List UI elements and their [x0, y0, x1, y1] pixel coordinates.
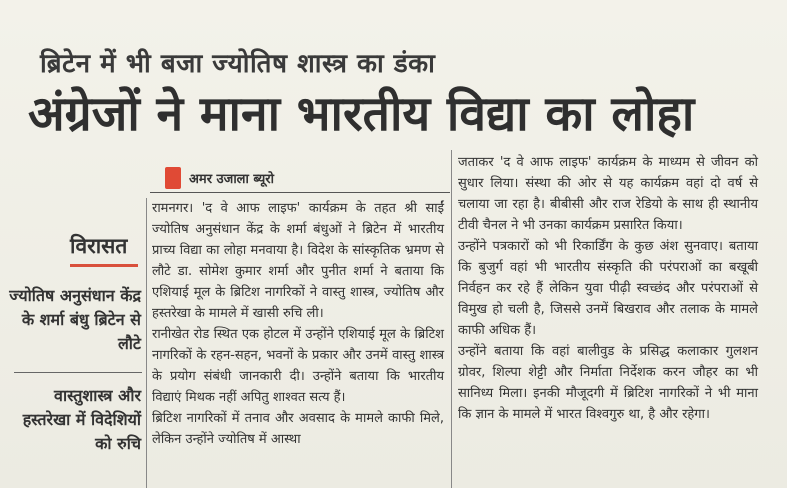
section-tag: विरासत	[70, 234, 128, 258]
column-divider-left	[146, 198, 147, 488]
paragraph: उन्होंने पत्रकारों को भी रिकार्डिंग के कुछ अंश सुनवाए। बताया कि बुजुर्ग वहां भी भारतीय संस्कृति की परंपराओं का बखूबी निर्वहन कर रहे हैं लेकिन युवा पीढ़ी स्वच्छंद और परंपराओं से विमुख हो चली है, जिससे उनमें बिखराव और तलाक के मामले काफी अधिक हैं।	[458, 239, 758, 338]
byline-marker-icon	[165, 167, 181, 189]
sidebar-divider	[14, 372, 142, 373]
sidebar-teaser-1: ज्योतिष अनुसंधान केंद्र के शर्मा बंधु ब्रिटेन से लौटे	[9, 286, 141, 353]
paragraph: उन्होंने बताया कि वहां बालीवुड के प्रसिद्ध कलाकार गुलशन ग्रोवर, शिल्पा शेट्टी और निर्माता निर्देशक करन जौहर का भी सानिध्य मिला। इनकी मौजूदगी में ब्रिटिश नागरिकों ने भी माना कि ज्ञान के मामले में भारत विश्वगुरु था, है और रहेगा।	[458, 344, 758, 422]
main-headline: अंग्रेजों ने माना भारतीय विद्या का लोहा	[28, 86, 695, 142]
byline: अमर उजाला ब्यूरो	[189, 172, 274, 187]
kicker-headline: ब्रिटेन में भी बजा ज्योतिष शास्त्र का डंका	[40, 49, 436, 79]
column-divider-right	[451, 150, 452, 488]
byline-rule	[150, 192, 450, 193]
byline-block	[145, 164, 445, 194]
section-tag-underline	[70, 264, 138, 267]
article-column-2	[458, 152, 758, 425]
sidebar-teaser-2: वास्तुशास्त्र और हस्तरेखा में विदेशियों को रुचि	[22, 386, 141, 453]
paragraph: ब्रिटिश नागरिकों में तनाव और अवसाद के मामले काफी मिले, लेकिन उन्होंने ज्योतिष में आस्था	[152, 411, 444, 447]
paragraph: रानीखेत रोड स्थित एक होटल में उन्होंने एशियाई मूल के ब्रिटिश नागरिकों के रहन-सहन, भवनों के प्रकार और उनमें वास्तु शास्त्र के प्रयोग संबंधी जानकारी दी। उन्होंने बताया कि भारतीय विद्याएं मिथक नहीं अपितु शाश्वत सत्य हैं।	[152, 327, 444, 405]
article-column-1	[152, 198, 444, 450]
paragraph: जताकर 'द वे आफ लाइफ' कार्यक्रम के माध्यम से जीवन को सुधार लिया। संस्था की ओर से यह कार्यक्रम वहां दो वर्ष से चलाया जा रहा है। बीबीसी और राज रेडियो के साथ ही स्थानीय टीवी चैनल ने भी उनका कार्यक्रम प्रसारित किया।	[458, 155, 758, 233]
paragraph: रामनगर। 'द वे आफ लाइफ' कार्यक्रम के तहत श्री साईं ज्योतिष अनुसंधान केंद्र के शर्मा बंधुओं ने ब्रिटेन में भारतीय प्राच्य विद्या का लोहा मनवाया है। विदेश के सांस्कृतिक भ्रमण से लौटे डा. सोमेश कुमार शर्मा और पुनीत शर्मा ने बताया कि एशियाई मूल के ब्रिटिश नागरिकों ने वास्तु शास्त्र, ज्योतिष और हस्तरेखा के मामले में खासी रुचि ली।	[152, 201, 444, 321]
